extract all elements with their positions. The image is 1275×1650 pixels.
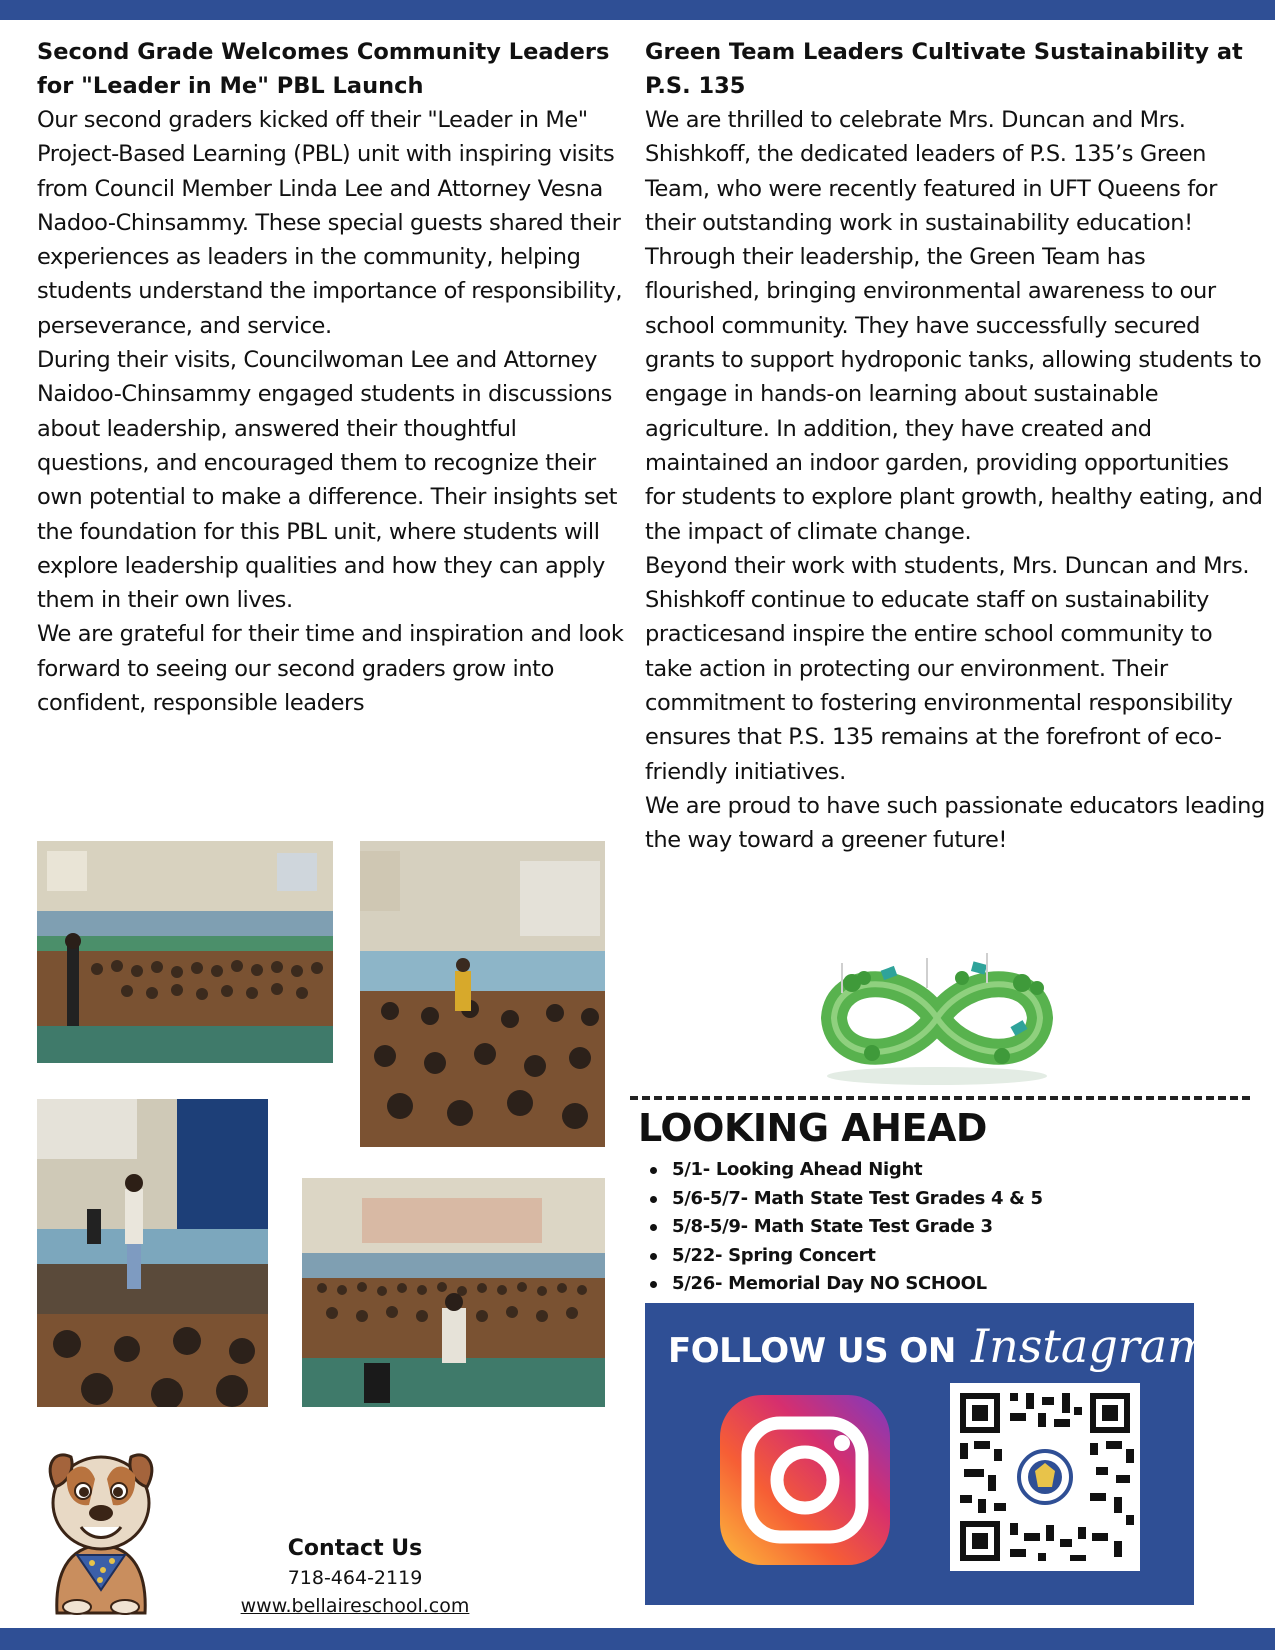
sustainability-infinity-graphic (812, 948, 1062, 1088)
list-item (650, 1185, 1043, 1214)
bulldog-mascot-illustration (37, 1435, 165, 1615)
event-text: 5/8-5/9- Math State Test Grade 3 (672, 1216, 993, 1237)
auditorium-photo-3 (37, 1099, 268, 1407)
instagram-logo-icon[interactable] (720, 1395, 890, 1565)
list-item (650, 1213, 1043, 1242)
bottom-border-bar (0, 1628, 1275, 1650)
event-text: 5/22- Spring Concert (672, 1244, 876, 1266)
right-article-paragraph: We are thrilled to celebrate Mrs. Duncan and Mrs. Shishkoff, the dedicated leaders of P.S. 135’s Green Team, who were recently featured in UFT Queens for their outstanding work in sustainability education! (645, 107, 1217, 236)
looking-ahead-title: LOOKING AHEAD (638, 1106, 987, 1150)
list-item (650, 1270, 1043, 1299)
instagram-panel (645, 1303, 1211, 1605)
left-article (37, 35, 627, 720)
list-item (650, 1242, 1043, 1271)
left-article-paragraph: We are grateful for their time and inspiration and look forward to seeing our second graders grow into confident, responsible leaders (37, 621, 624, 717)
right-article-title: Green Team Leaders Cultivate Sustainability at P.S. 135 (645, 39, 1243, 99)
instagram-wordmark: Instagram (971, 1319, 1211, 1373)
auditorium-photo-4 (302, 1178, 605, 1407)
auditorium-photo-2 (360, 841, 605, 1147)
right-article-paragraph: Through their leadership, the Green Team has flourished, bringing environmental awareness to our school community. They have successfully secured grants to support hydroponic tanks, allowing students to engage in hands-on learning about sustainable agriculture. In addition, they have created and maintained an indoor garden, providing opportunities for students to explore plant growth, healthy eating, and the impact of climate change. (645, 244, 1263, 545)
left-article-paragraph: Our second graders kicked off their "Leader in Me" Project-Based Learning (PBL) unit with inspiring visits from Council Member Linda Lee and Attorney Vesna Nadoo-Chinsammy. These special guests shared their experiences as leaders in the community, helping students understand the importance of responsibility, perseverance, and service. (37, 107, 623, 339)
list-item (650, 1156, 1043, 1185)
right-article-paragraph: We are proud to have such passionate educators leading the way toward a greener future! (645, 792, 1265, 854)
right-article-paragraph: Beyond their work with students, Mrs. Duncan and Mrs. Shishkoff continue to educate staff on sustainability practicesand inspire the entire school community to take action in protecting our environment. Their commitment to fostering environmental responsibility ensures that P.S. 135 remains at the forefront of eco-friendly initiatives. (645, 552, 1250, 785)
left-article-title: Second Grade Welcomes Community Leaders for "Leader in Me" PBL Launch (37, 39, 610, 99)
bullet-icon (650, 1167, 657, 1174)
bullet-icon (650, 1196, 657, 1203)
contact-title: Contact Us (287, 1536, 423, 1561)
section-divider (630, 1096, 1250, 1100)
event-text: 5/1- Looking Ahead Night (672, 1159, 923, 1180)
follow-us-text: FOLLOW US ON (668, 1331, 956, 1371)
bullet-icon (650, 1281, 657, 1288)
top-border-bar (0, 0, 1275, 20)
contact-website-link[interactable]: www.bellaireschool.com (240, 1595, 470, 1617)
auditorium-photo-1 (37, 841, 333, 1063)
looking-ahead-list (650, 1156, 1043, 1299)
event-text: 5/6-5/7- Math State Test Grades 4 & 5 (672, 1187, 1043, 1209)
bullet-icon (650, 1253, 657, 1260)
left-article-paragraph: During their visits, Councilwoman Lee and Attorney Naidoo-Chinsammy engaged students in discussions about leadership, answered their thoughtful questions, and encouraged them to recognize their own potential to make a difference. Their insights set the foundation for this PBL unit, where students will explore leadership qualities and how they can apply them in their own lives. (37, 347, 618, 614)
qr-code-icon[interactable] (950, 1383, 1140, 1571)
contact-phone[interactable]: 718-464-2119 (287, 1567, 423, 1589)
event-text: 5/26- Memorial Day NO SCHOOL (672, 1273, 987, 1294)
right-article (645, 35, 1265, 858)
bullet-icon (650, 1224, 657, 1231)
contact-block (230, 1534, 480, 1620)
